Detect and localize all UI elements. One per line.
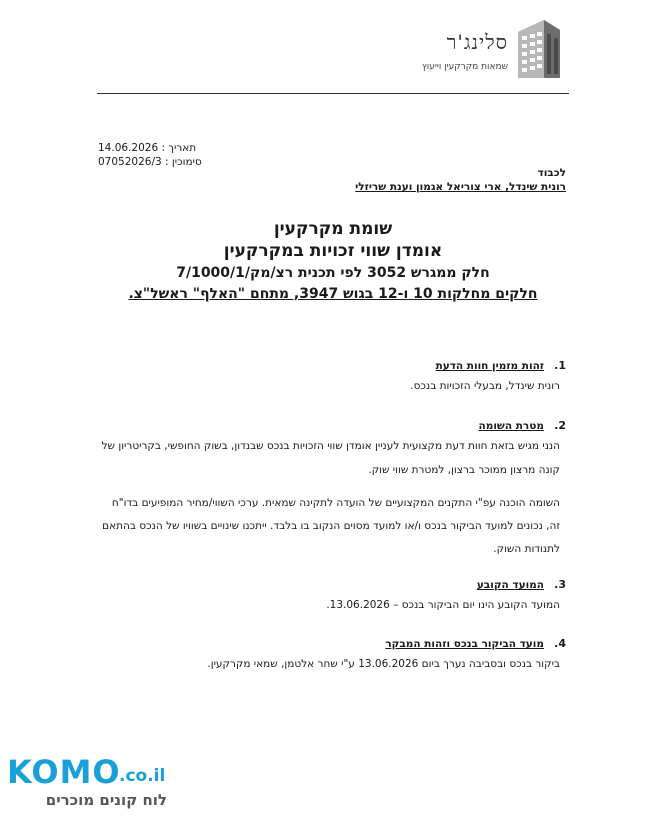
komo-logo-text: KOMO (7, 753, 121, 791)
section-paragraph: השומה הוכנה עפ"י התקנים המקצועיים של הועדה לתקינה שמאית. ערכי השווי/מחיר המופיעים בדו"ח זה, נכונים למועד הביקור בנכס ו/או למועד מסוים הנקוב בו בלבד. ייתכנו שינויים בשוויו של הנכס בהתאם לתנודות השוק. (102, 497, 560, 555)
komo-domain-suffix: .co.il (119, 766, 166, 786)
building-icon (514, 18, 564, 80)
title-line-3: חלק ממגרש 3052 לפי תכנית רצ/מק/7/1000/1 (176, 265, 490, 281)
section-paragraph: ביקור בנכס ובסביבה נערך ביום 13.06.2026 ע"י שחר אלטמן, שמאי מקרקעין. (207, 658, 560, 670)
section-3 (96, 578, 566, 617)
section-heading: מועד הביקור בנכס וזהות המבקר (385, 638, 544, 650)
section-number: 2. (554, 419, 566, 432)
document-title (97, 218, 569, 304)
title-line-4: חלקים מחלקות 10 ו-12 בגוש 3947, מתחם "האלף" ראשל"צ. (128, 286, 538, 302)
addressee-salutation: לכבוד (537, 167, 566, 179)
section-paragraph: המועד הקובע הינו יום הביקור בנכס – 13.06.2026. (326, 599, 560, 611)
document-meta (98, 141, 202, 169)
komo-tagline: לוח קונים מוכרים (45, 791, 167, 809)
section-4 (96, 637, 566, 676)
title-line-1: שומת מקרקעין (273, 219, 393, 239)
title-line-2: אומדן שווי זכויות במקרקעין (223, 241, 443, 261)
document-date: תאריך : 14.06.2026 (98, 142, 197, 154)
addressee-names: רונית שינדל, ארי צוריאל אגמון וענת שריזלי (355, 181, 566, 193)
section-heading: מטרת השומה (478, 420, 544, 432)
header-divider (97, 93, 569, 94)
section-number: 3. (554, 578, 566, 591)
section-heading: זהות מזמין חוות הדעת (435, 360, 544, 372)
company-name: סלינג'ר (446, 30, 508, 54)
addressee-block (106, 166, 566, 194)
company-tagline: שמאות מקרקעין וייעוץ (421, 62, 508, 72)
komo-watermark[interactable] (7, 753, 177, 813)
section-2 (96, 419, 566, 561)
section-paragraph: רונית שינדל, מבעלי הזכויות בנכס. (410, 380, 560, 392)
section-number: 1. (554, 359, 566, 372)
document-reference: סימוכין : 07052026/3 (98, 156, 202, 168)
company-logo (388, 18, 564, 80)
section-paragraph: הנני מגיש בזאת חוות דעת מקצועית לעניין אומדן שווי הזכויות בנכס שבנדון, בשוק החופשי, בקריטריון של קונה מרצון ממוכר ברצון, למטרת שווי שוק. (101, 440, 560, 476)
section-number: 4. (554, 637, 566, 650)
section-heading: המועד הקובע (476, 579, 544, 591)
section-1 (96, 359, 566, 398)
